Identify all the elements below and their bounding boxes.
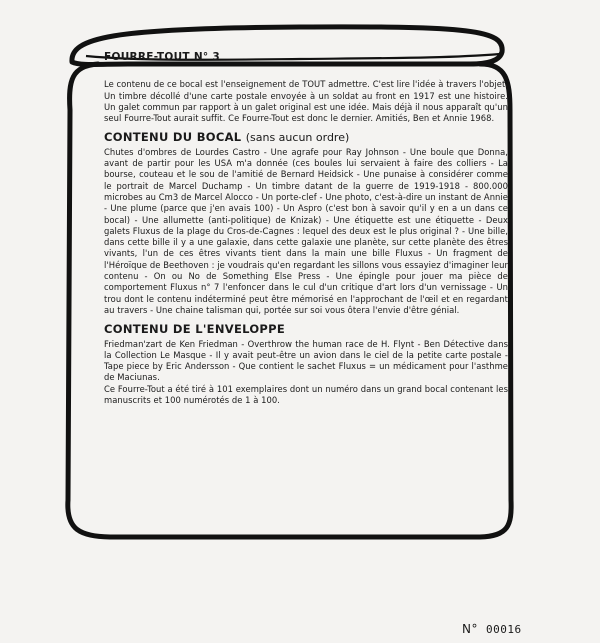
page-title: FOURRE-TOUT N° 3 (104, 51, 221, 63)
enveloppe-heading: CONTENU DE L'ENVELOPPE (104, 322, 286, 337)
intro-paragraph: Le contenu de ce bocal est l'enseignement de TOUT admettre. C'est lire l'idée à travers l'objet. Un timbre décollé d'une carte postale envoyée à un soldat au front en 1917 est une histoire. Un galet commun par rapport à un galet original est une idée. Mais déjà il nous apparaît qu'un seul Fourre-Tout aurait suffit. Ce Fourre-Tout est donc le dernier. Amitiés, Ben et Annie 1968. (104, 79, 508, 124)
bocal-contents: Chutes d'ombres de Lourdes Castro - Une agrafe pour Ray Johnson - Une boule que Donna, avant de partir pour les USA m'a donnée (ces boules lui servaient à faire des colliers - La bourse, couteau et le sou de l'amitié de Bernard Heidsick - Une punaise à considérer comme le portrait de Marcel Duchamp - Un timbre datant de la guerre de 1919-1918 - 800.000 microbes au Cm3 de Marcel Alocco - Un porte-clef - Une photo, c'est-à-dire un instant de Annie - Une plume (parce que j'en avais 100) - Un Aspro (c'est bon à savoir qu'il y en a un dans ce bocal) - Une allumette (anti-politique) de Knizak) - Une étiquette est une étiquette - Deux galets Fluxus de la plage du Cros-de-Cagnes : lequel des deux est le plus original ? - Une bille, dans cette bille il y a une galaxie, dans cette galaxie une planète, sur cette planète des êtres vivants, l'un de ces êtres vivants tient dans la main une bille Fluxus - Un fragment de l'Héroïque de Beethoven : je voudrais qu'en regardant les sillons vous essayiez d'imaginer leur contenu - On ou No de Something Else Press - Une épingle pour jouer ma pièce de comportement Fluxus n° 7 l'enfoncer dans le cul d'un critique d'art lors d'un vernissage - Un trou dont le contenu indéterminé peut être mémorisé en l'approchant de l'œil et en regardant au travers - Une chaine talisman qui, portée sur soi vous ôtera l'envie d'être génial. (104, 146, 508, 315)
bocal-heading (104, 132, 508, 143)
jar-content (104, 52, 508, 406)
tirage-note: Ce Fourre-Tout a été tiré à 101 exemplaires dont un numéro dans un grand bocal contenant les manuscrits et 100 numérotés de 1 à 100. (104, 383, 508, 406)
number-value: 00016 (485, 623, 522, 636)
number-label: N° (462, 622, 478, 636)
enveloppe-contents: Friedman'zart de Ken Friedman - Overthrow the human race de H. Flynt - Ben Détective dans la Collection Le Masque - Il y avait peut-être un avion dans le ciel de la petite carte postale - Tape piece by Eric Andersson - Que contient le sachet Fluxus = un médicament pour l'asthme de Maciunas. (104, 338, 508, 383)
bocal-heading-text: CONTENU DU BOCAL (104, 130, 242, 145)
edition-number (462, 622, 522, 636)
bocal-subheading: (sans aucun ordre) (245, 131, 350, 145)
